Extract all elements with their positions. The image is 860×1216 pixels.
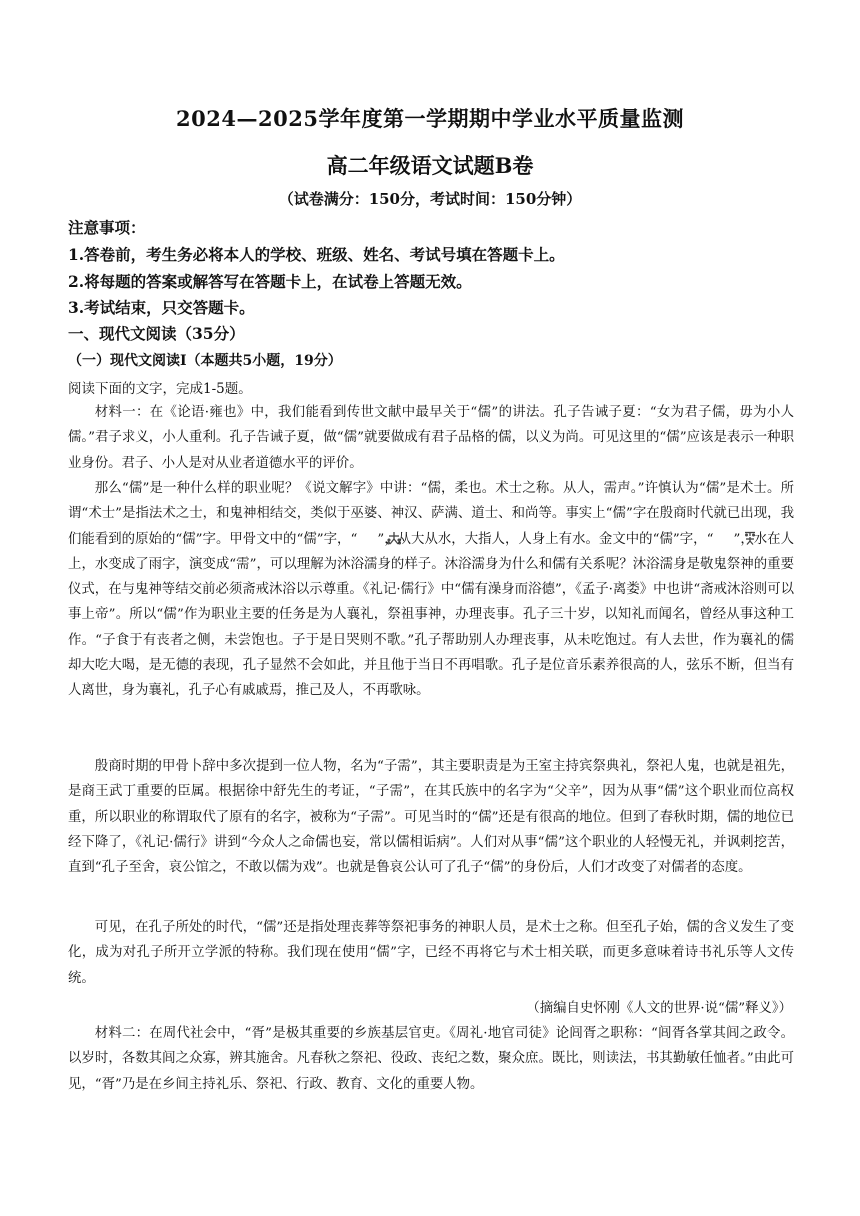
source-citation: （摘编自史怀刚《人文的世界·说“儒”释义》）: [526, 1001, 792, 1016]
oracle-bone-ru-icon: [359, 530, 375, 546]
subsection-heading: （一）现代文阅读Ⅰ（本题共5小题，19分）: [68, 353, 342, 369]
reading-instruction: 阅读下面的文字，完成1-5题。: [68, 381, 252, 397]
notice-item-3: 3.考试结束，只交答题卡。: [68, 298, 255, 317]
paragraph-zixu: 殷商时期的甲骨卜辞中多次提到一位人物，名为“子需”，其主要职责是为王室主持宾祭典礼，祭祀人鬼，也就是祖先，是商王武丁重要的臣属。根据徐中舒先生的考证，“子需”，在其氏族中的名字为“父辛”，因为从事“儒”这个职业而位高权重，所以职业的称谓取代了原有的名字，被称为“子需”。可见当时的“儒”还是有很高的地位。但到了春秋时期，儒的地位已经下降了，《礼记·儒行》讲到“今众人之命儒也妄，常以儒相诟病”。人们对从事“儒”这个职业的人轻慢无礼，并讽刺挖苦，直到“孔子至舍，哀公馆之，不敢以儒为戏”。也就是鲁哀公认可了孔子“儒”的身份后，人们才改变了对儒者的态度。: [68, 759, 794, 876]
notice-item-1: 1.答卷前，考生务必将本人的学校、班级、姓名、考试号填在答题卡上。: [68, 245, 565, 264]
notice-item-2: 2.将每题的答案或解答写在答题卡上，在试卷上答题无效。: [68, 272, 472, 291]
bronze-ru-icon: [715, 530, 731, 546]
paragraph-text: ”，从大从水，大指人，人身上有水。金文中的“儒”字，“: [377, 531, 714, 547]
exam-subtitle: 高二年级语文试题B卷: [326, 153, 534, 178]
notice-heading: 注意事项：: [68, 218, 146, 237]
section-heading: 一、现代文阅读（35分）: [68, 324, 245, 343]
exam-info: （试卷满分：150分，考试时间：150分钟）: [278, 190, 582, 208]
paragraph-material-2: 材料二：在周代社会中，“胥”是极其重要的乡族基层官吏。《周礼·地官司徒》论闾胥之职称：“闾胥各掌其闾之政令。以岁时，各数其闾之众寡，辨其施舍。凡春秋之祭祀、役政、丧纪之数，聚众庶。既比，则读法，书其勤敏任恤者。”由此可见，“胥”乃是在乡间主持礼乐、祭祀、行政、教育、文化的重要人物。: [68, 1026, 794, 1092]
paragraph-conclusion: 可见，在孔子所处的时代，“儒”还是指处理丧葬等祭祀事务的神职人员，是术士之称。但至孔子始，儒的含义发生了变化，成为对孔子所开立学派的特称。我们现在使用“儒”字，已经不再将它与术士相关联，而更多意味着诗书礼乐等人文传统。: [68, 920, 794, 986]
paragraph-ru-meaning: [68, 476, 794, 704]
exam-title: 2024—2025学年度第一学期期中学业水平质量监测: [176, 106, 684, 131]
paragraph-material-1: 材料一：在《论语·雍也》中，我们能看到传世文献中最早关于“儒”的讲法。孔子告诫子夏：“女为君子儒，毋为小人儒。”君子求义，小人重利。孔子告诫子夏，做“儒”就要做成有君子品格的儒，以义为尚。可见这里的“儒”应该是表示一种职业身份。君子、小人是对从业者道德水平的评价。: [68, 405, 794, 471]
paragraph-text: 那么“儒”是一种什么样的职业呢？《说文解字》中讲：“儒，柔也。术士之称。从人，需声。”许慎认为“儒”是术士。所谓“术士”是指法术之士，和鬼神相结交，类似于巫婆、神汉、萨满、道士、和尚等。事实上“儒”字在殷商时代就已出现，我们能看到的原始的“儒”字。甲骨文中的“儒”字，“: [68, 481, 794, 547]
paragraph-text: ”，水在人上，水变成了雨字，演变成“需”，可以理解为沐浴濡身的样子。沐浴濡身为什么和儒有关系呢？沐浴濡身是敬鬼祭神的重要仪式，在与鬼神等结交前必须斋戒沐浴以示尊重。《礼记·儒行》中“儒有澡身而浴德”，《孟子·离娄》中也讲“斋戒沐浴则可以事上帝”。所以“儒”作为职业主要的任务是为人襄礼，祭祖事神，办理丧事。孔子三十岁，以知礼而闻名，曾经从事这种工作。“子食于有丧者之侧，未尝饱也。子于是日哭则不歌。”孔子帮助别人办理丧事，从未吃饱过。有人去世，作为襄礼的儒却大吃大喝，是无德的表现，孔子显然不会如此，并且他于当日不再唱歌。孔子是位音乐素养很高的人，弦乐不断，但当有人离世，身为襄礼，孔子心有戚戚焉，推己及人，不再歌咏。: [68, 531, 794, 699]
